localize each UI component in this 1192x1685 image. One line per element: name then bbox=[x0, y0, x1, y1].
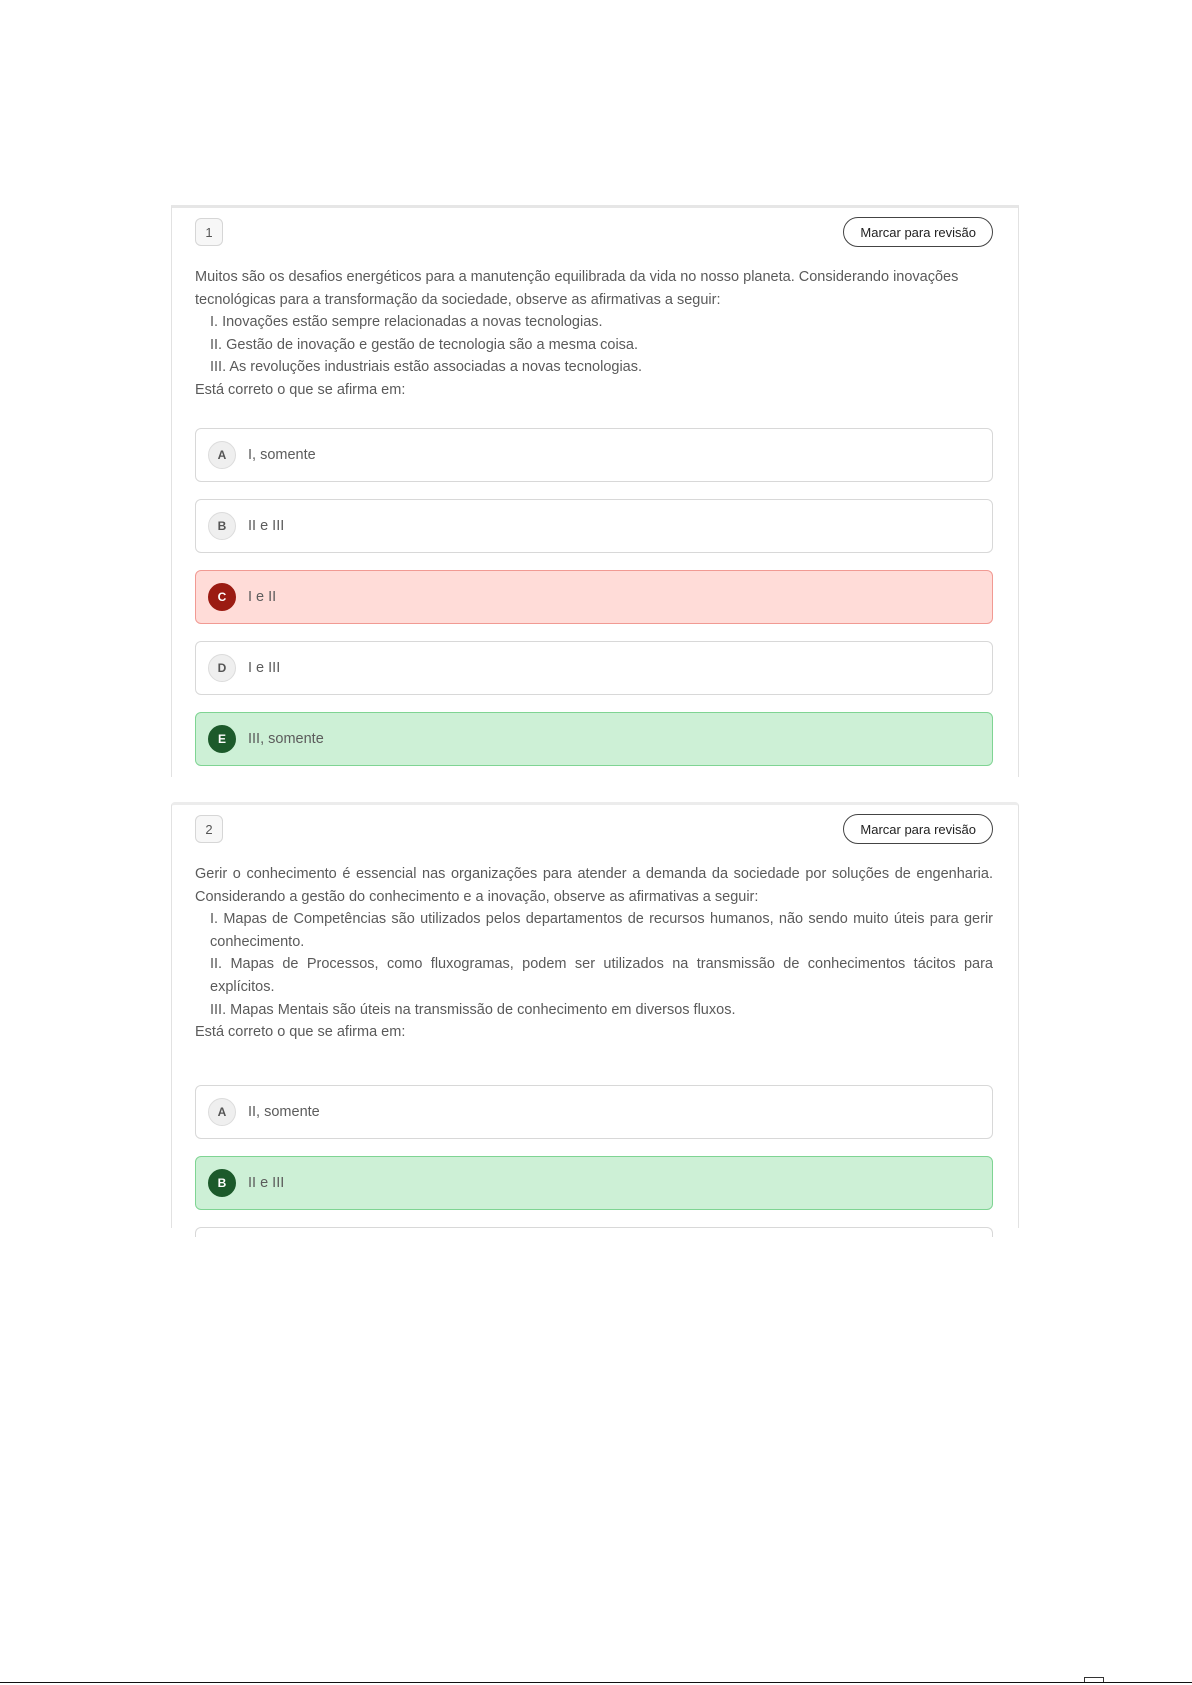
statement-1: I. Mapas de Competências são utilizados pelos departamentos de recursos humanos, não sendo muito úteis para gerir conhecimento. bbox=[210, 911, 993, 950]
option-text: I e II bbox=[248, 589, 277, 605]
question-card-2 bbox=[171, 802, 1019, 1228]
option-letter-badge: A bbox=[208, 1098, 236, 1126]
statement-3: III. As revoluções industriais estão associadas a novas tecnologias. bbox=[210, 359, 643, 376]
option-text: I e III bbox=[248, 660, 281, 676]
question-intro: Gerir o conhecimento é essencial nas organizações para atender a demanda da sociedade por soluções de engenharia. Considerando a gestão do conhecimento e a inovação, observe as afirmativas a seguir: bbox=[195, 866, 993, 905]
question-stem bbox=[195, 266, 993, 402]
question-closing: Está correto o que se afirma em: bbox=[195, 381, 406, 398]
statement-2: II. Mapas de Processos, como fluxogramas, podem ser utilizados na transmissão de conhecimentos tácitos para explícitos. bbox=[210, 956, 993, 995]
option-c-wrong[interactable] bbox=[195, 570, 993, 624]
corner-mark bbox=[1084, 1677, 1104, 1682]
option-text: II, somente bbox=[248, 1104, 320, 1120]
statement-3: III. Mapas Mentais são úteis na transmissão de conhecimento em diversos fluxos. bbox=[210, 1001, 736, 1018]
option-text: III, somente bbox=[248, 731, 324, 747]
option-letter-badge: E bbox=[208, 725, 236, 753]
page-bottom-rule bbox=[0, 1682, 1192, 1683]
mark-for-review-button[interactable]: Marcar para revisão bbox=[843, 814, 993, 844]
option-a[interactable] bbox=[195, 428, 993, 482]
question-card-1 bbox=[171, 205, 1019, 777]
option-text: I, somente bbox=[248, 447, 316, 463]
question-stem bbox=[195, 863, 993, 1044]
question-number: 1 bbox=[195, 218, 223, 246]
option-d[interactable] bbox=[195, 641, 993, 695]
question-number: 2 bbox=[195, 815, 223, 843]
option-letter-badge: D bbox=[208, 654, 236, 682]
option-b[interactable] bbox=[195, 499, 993, 553]
option-text: II e III bbox=[248, 518, 285, 534]
statement-1: I. Inovações estão sempre relacionadas a novas tecnologias. bbox=[210, 314, 603, 331]
option-e-correct[interactable] bbox=[195, 712, 993, 766]
option-b-correct[interactable] bbox=[195, 1156, 993, 1210]
option-text: II e III bbox=[248, 1175, 285, 1191]
option-letter-badge: B bbox=[208, 512, 236, 540]
option-letter-badge: C bbox=[208, 583, 236, 611]
option-a[interactable] bbox=[195, 1085, 993, 1139]
option-letter-badge: B bbox=[208, 1169, 236, 1197]
option-letter-badge: A bbox=[208, 441, 236, 469]
option-c-partial[interactable] bbox=[195, 1227, 993, 1237]
question-intro: Muitos são os desafios energéticos para a manutenção equilibrada da vida no nosso planeta. Considerando inovações tecnológicas para a transformação da sociedade, observe as afirmativas a seguir: bbox=[195, 269, 959, 308]
question-closing: Está correto o que se afirma em: bbox=[195, 1024, 406, 1041]
mark-for-review-button[interactable]: Marcar para revisão bbox=[843, 217, 993, 247]
statement-2: II. Gestão de inovação e gestão de tecnologia são a mesma coisa. bbox=[210, 336, 639, 353]
